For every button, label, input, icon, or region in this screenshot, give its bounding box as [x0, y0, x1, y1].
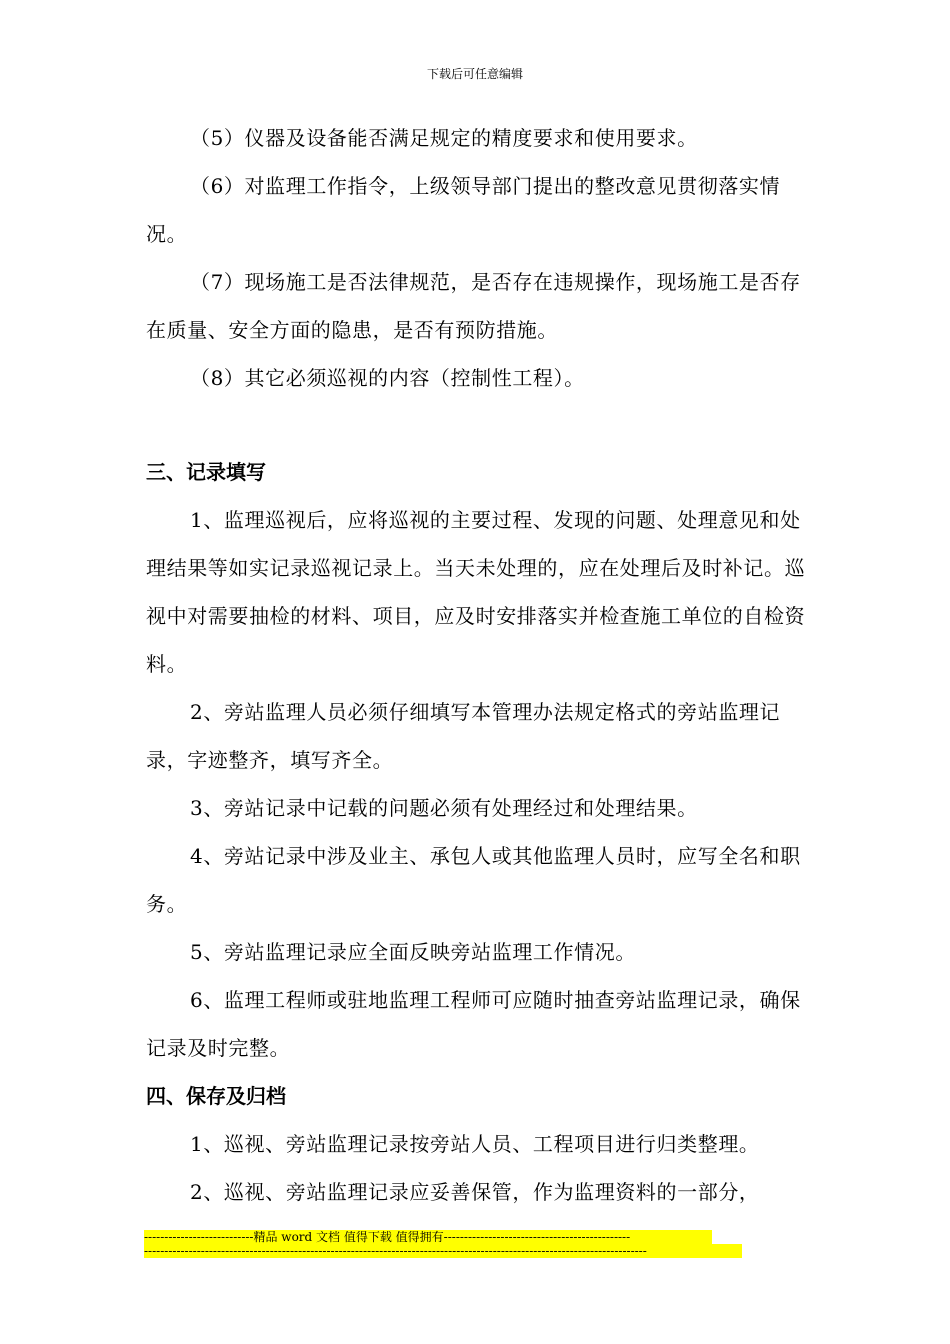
section4-item: 2、巡视、旁站监理记录应妥善保管，作为监理资料的一部分， — [190, 1180, 760, 1204]
section3-item: 1、监理巡视后，应将巡视的主要过程、发现的问题、处理意见和处理结果等如实记录巡视记录上。当天未处理的，应在处理后及时补记。巡视中对需要抽检的材料、项目，应及时安排落实并检查施工单位的自检资料。 — [146, 508, 806, 676]
section3-item: 2、旁站监理人员必须仔细填写本管理办法规定格式的旁站监理记录，字迹整齐，填写齐全。 — [146, 700, 781, 772]
section-heading-storage-archive: 四、保存及归档 — [146, 1084, 286, 1108]
section3-item: 4、旁站记录中涉及业主、承包人或其他监理人员时，应写全名和职务。 — [146, 844, 801, 916]
list-item: （8）其它必须巡视的内容（控制性工程）。 — [190, 366, 585, 390]
list-item: （5）仪器及设备能否满足规定的精度要求和使用要求。 — [190, 126, 698, 150]
section-heading-record-filling: 三、记录填写 — [146, 460, 266, 484]
list-item: （6）对监理工作指令，上级领导部门提出的整改意见贯彻落实情况。 — [146, 174, 781, 246]
section3-item: 6、监理工程师或驻地监理工程师可应随时抽查旁站监理记录，确保记录及时完整。 — [146, 988, 801, 1060]
footer-banner-line: ---------------------------精品 word 文档 值得下载 值得拥有---------------------------------------------- — [144, 1230, 712, 1244]
page-footer — [144, 1230, 742, 1258]
page-header: 下载后可任意编辑 — [426, 67, 523, 81]
document-body — [146, 114, 810, 1216]
footer-divider-line: ---------------------------------------------------------------------------------------------------------------------------- — [144, 1244, 742, 1258]
section3-item: 5、旁站监理记录应全面反映旁站监理工作情况。 — [190, 940, 636, 964]
section4-item: 1、巡视、旁站监理记录按旁站人员、工程项目进行归类整理。 — [190, 1132, 760, 1156]
list-item: （7）现场施工是否法律规范，是否存在违规操作，现场施工是否存在质量、安全方面的隐患，是否有预防措施。 — [146, 270, 801, 342]
section3-item: 3、旁站记录中记载的问题必须有处理经过和处理结果。 — [190, 796, 698, 820]
